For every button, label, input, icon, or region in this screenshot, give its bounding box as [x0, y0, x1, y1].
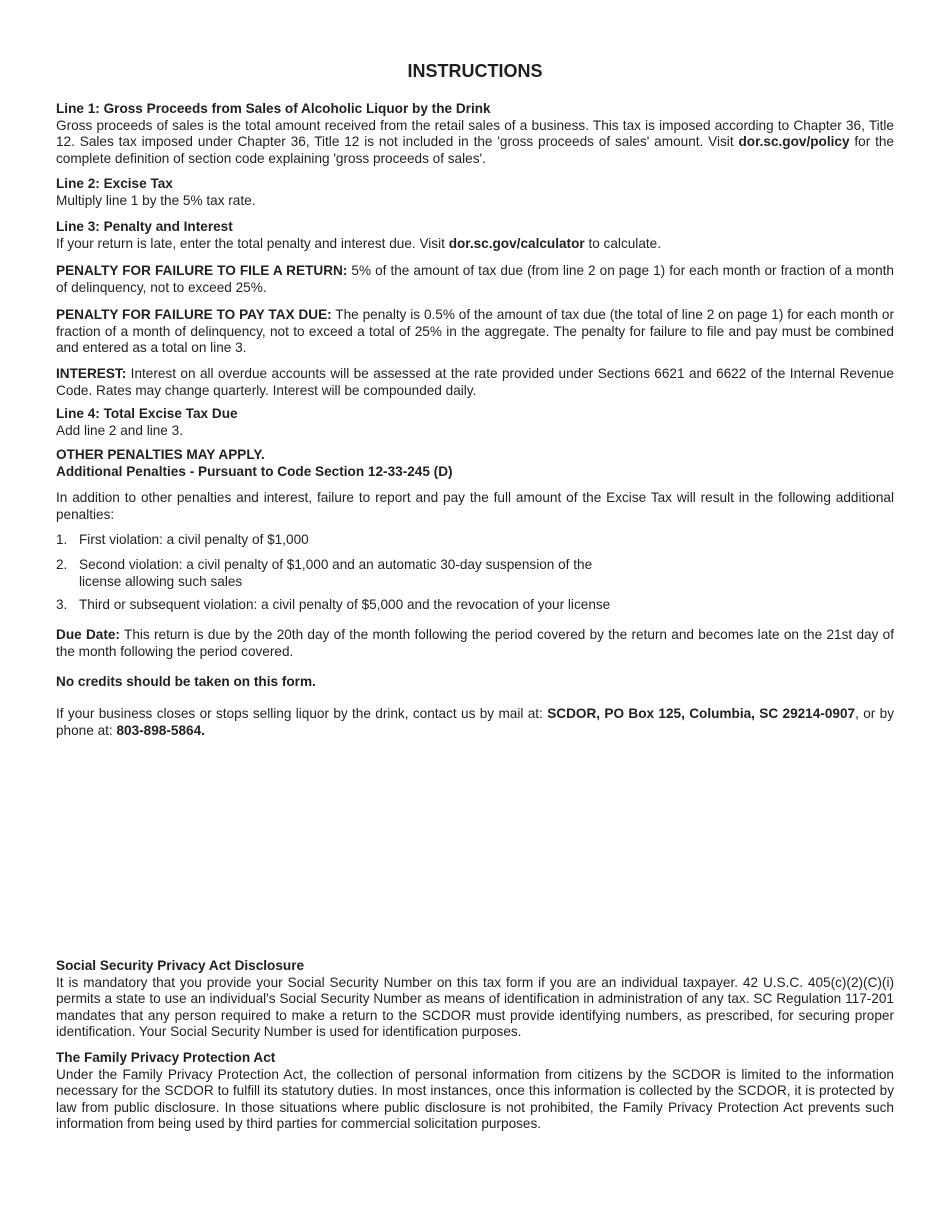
penalty-file-text: 5% of the amount of tax due (from line 2 on page 1) for each month or fraction of a month of delinquency, not to exceed 25%. [56, 263, 894, 295]
other-penalties-heading: OTHER PENALTIES MAY APPLY. [56, 447, 265, 462]
interest-text: Interest on all overdue accounts will be assessed at the rate provided under Sections 6621 and 6622 of the Internal Revenue Code. Rates may change quarterly. Interest will be compounded daily. [56, 366, 894, 398]
interest-label: INTEREST: [56, 366, 127, 381]
ssn-disclosure-heading: Social Security Privacy Act Disclosure [56, 958, 305, 973]
line3-text-b: to calculate. [584, 235, 661, 251]
penalty-file-paragraph [56, 263, 894, 296]
interest-section [56, 366, 894, 399]
additional-penalties-heading: Additional Penalties - Pursuant to Code Section 12-33-245 (D) [56, 463, 453, 479]
list-item-number: 3. [56, 597, 68, 612]
line4-heading: Line 4: Total Excise Tax Due [56, 406, 238, 421]
calculator-link[interactable]: dor.sc.gov/calculator [448, 235, 585, 251]
contact-section [56, 706, 894, 739]
line1-text [56, 118, 894, 168]
penalty-pay-text: The penalty is 0.5% of the amount of tax due (the total of line 2 on page 1) for each month or fraction of a month of delinquency, not to exceed a total of 25% in the aggregate. The penalty for failure to file and pay must be combined and entered as a total on line 3. [56, 307, 894, 356]
list-item-text: Second violation: a civil penalty of $1,000 and an automatic 30-day suspension of the license allowing such sales [79, 557, 593, 589]
line1-text-a: Gross proceeds of sales is the total amount received from the retail sales of a business. This tax is imposed according to Chapter 36, Title 12. Sales tax imposed under Chapter 36, Title 12 is not included in the 'gross proceeds of sales' amount. Visit [56, 117, 894, 150]
line3-heading: Line 3: Penalty and Interest [56, 219, 233, 234]
penalty-pay-paragraph [56, 307, 894, 357]
other-penalties-intro-block [56, 490, 894, 523]
other-penalties-intro: In addition to other penalties and interest, failure to report and pay the full amount of the Excise Tax will result in the following additional penalties: [56, 490, 894, 522]
line1-heading: Line 1: Gross Proceeds from Sales of Alcoholic Liquor by the Drink [56, 101, 491, 116]
list-item-text: First violation: a civil penalty of $1,000 [79, 532, 309, 547]
line2-section [56, 176, 894, 209]
penalty-file-label: PENALTY FOR FAILURE TO FILE A RETURN: [56, 263, 348, 278]
policy-link[interactable]: dor.sc.gov/policy [738, 134, 850, 150]
family-privacy-heading: The Family Privacy Protection Act [56, 1050, 276, 1065]
list-item-number: 2. [56, 557, 68, 572]
contact-text-a: If your business closes or stops selling liquor by the drink, contact us by mail at: [56, 706, 548, 721]
mailing-address: SCDOR, PO Box 125, Columbia, SC 29214-0907 [547, 706, 856, 721]
penalty-pay-section [56, 307, 894, 357]
due-date-section [56, 627, 894, 660]
line4-section [56, 406, 894, 439]
due-date-paragraph [56, 627, 894, 660]
no-credits-section [56, 674, 894, 691]
line1-section [56, 101, 894, 167]
ssn-disclosure-text: It is mandatory that you provide your Social Security Number on this tax form if you are an individual taxpayer. 42 U.S.C. 405(c)(2)(C)(i) permits a state to use an individual's Social Security Number as means of identification in administration of any tax. SC Regulation 117-201 mandates that any person required to make a return to the SCDOR must provide identifying numbers, as prescribed, for securing proper identification. Your Social Security Number is used for identification purposes. [56, 974, 894, 1040]
phone-number: 803-898-5864. [116, 722, 205, 738]
family-privacy-section [56, 1050, 894, 1133]
contact-paragraph [56, 706, 894, 739]
other-penalties-section [56, 447, 894, 480]
instructions-page [56, 0, 894, 1230]
ssn-disclosure-section [56, 958, 894, 1041]
list-item-number: 1. [56, 532, 68, 547]
due-date-text: This return is due by the 20th day of the month following the period covered by the return and becomes late on the 21st day of the month following the period covered. [56, 627, 894, 659]
contact-text-b: , or by phone at: [56, 706, 894, 738]
penalty-pay-label: PENALTY FOR FAILURE TO PAY TAX DUE: [56, 307, 332, 322]
page-title: INSTRUCTIONS [407, 61, 543, 81]
family-privacy-text: Under the Family Privacy Protection Act, the collection of personal information from citizens by the SCDOR is limited to the information necessary for the SCDOR to fulfill its statutory duties. In most instances, once this information is collected by the SCDOR, it is protected by law from public disclosure. In those situations where public disclosure is not prohibited, the Family Privacy Protection Act prevents such information from being used by third parties for commercial solicitation purposes. [56, 1066, 894, 1132]
penalty-file-section [56, 263, 894, 296]
line3-section [56, 219, 894, 252]
no-credits-text: No credits should be taken on this form. [56, 674, 316, 689]
line3-text-a: If your return is late, enter the total penalty and interest due. Visit [56, 235, 449, 251]
line2-text: Multiply line 1 by the 5% tax rate. [56, 192, 256, 208]
due-date-label: Due Date: [56, 627, 120, 642]
line4-text: Add line 2 and line 3. [56, 422, 183, 438]
interest-paragraph [56, 366, 894, 399]
line3-text [56, 236, 894, 253]
line1-text-b: for the complete definition of section code explaining 'gross proceeds of sales'. [56, 134, 894, 166]
list-item-text: Third or subsequent violation: a civil penalty of $5,000 and the revocation of your license [79, 597, 611, 612]
line2-heading: Line 2: Excise Tax [56, 176, 173, 191]
